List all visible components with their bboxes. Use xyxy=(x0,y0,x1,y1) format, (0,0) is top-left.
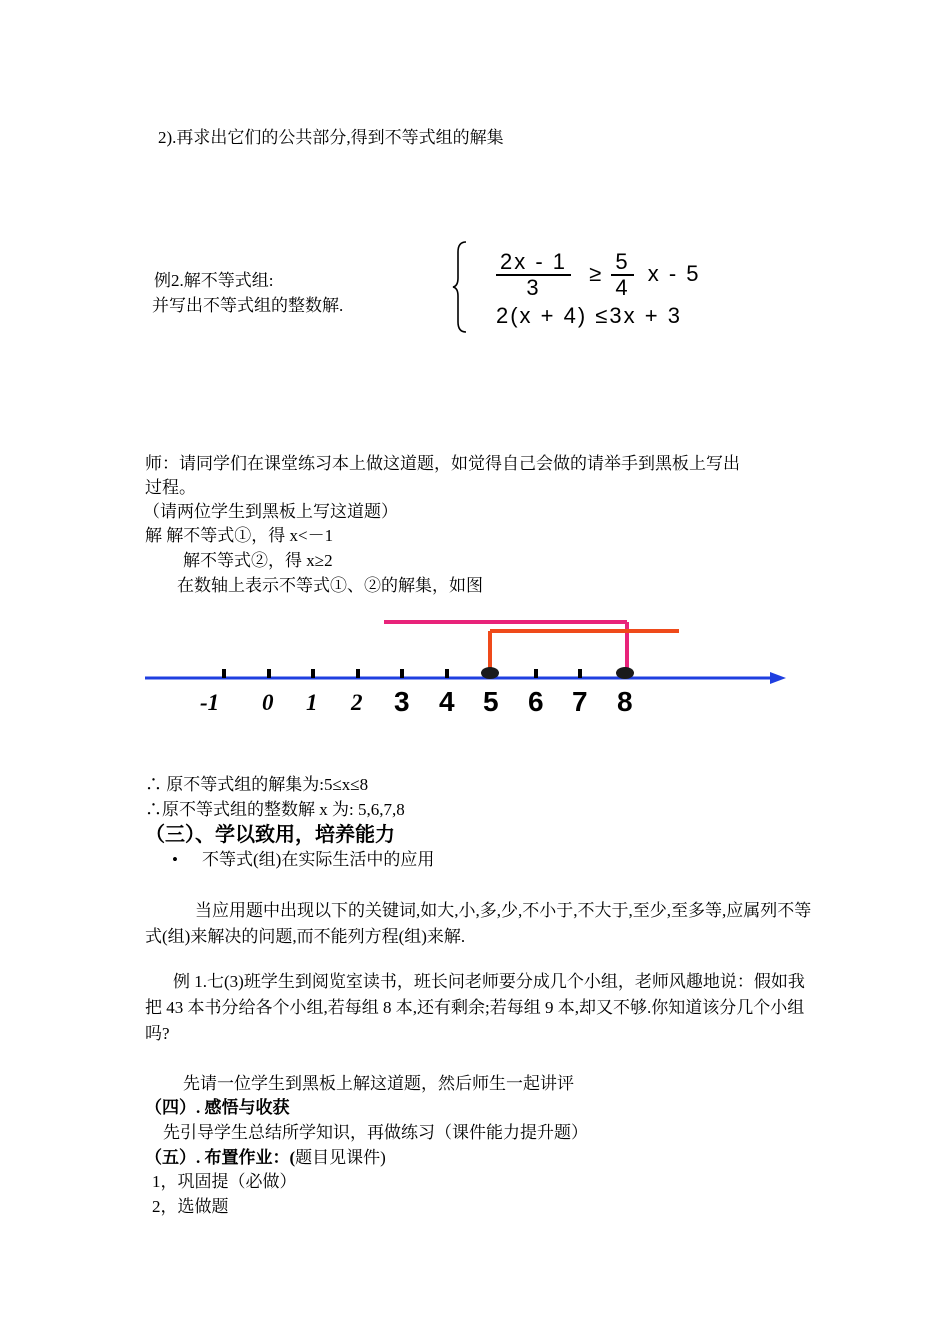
tick-label: 1 xyxy=(306,690,318,715)
section5-title-bold: （五）. 布置作业：( xyxy=(145,1148,296,1167)
section4-title: （四）. 感悟与收获 xyxy=(145,1098,290,1117)
left-brace-icon xyxy=(452,240,472,335)
section5-title-tail: 题目见课件) xyxy=(295,1148,386,1167)
section3-example-1: 例 1.七(3)班学生到阅览室读书，班长问老师要分成几个小组，老师风趣地说：假如我把 43 本书分给各个小组,若每组 8 本,还有剩余;若每组 9 本,却又不够.你知道该分几个小组吗? xyxy=(145,972,805,1043)
bullet-icon: • xyxy=(172,850,178,869)
tick-label: 4 xyxy=(439,686,455,717)
tick-label: 2 xyxy=(351,690,363,715)
fraction-rhs-denominator: 4 xyxy=(615,275,630,300)
tick-label: 6 xyxy=(528,686,544,717)
fraction-rhs-numerator: 5 xyxy=(611,250,633,276)
inequality-1-operator: ≥ xyxy=(589,260,604,286)
solution-line-1: 解 解不等式①，得 x<－1 xyxy=(145,526,334,545)
tick-label: 3 xyxy=(394,686,410,717)
tick-mark xyxy=(400,669,404,678)
tick-label: 7 xyxy=(572,686,588,717)
inequality-1-rhs: x - 5 xyxy=(647,260,701,286)
axis-arrow-icon xyxy=(770,672,786,684)
section3-paragraph-3: 先请一位学生到黑板上解这道题，然后师生一起讲评 xyxy=(183,1074,574,1093)
conclusion-solution-set: ∴ 原不等式组的解集为:5≤x≤8 xyxy=(145,775,369,794)
inequality-2: 2(x + 4) ≤3x + 3 xyxy=(496,303,682,328)
example2-subtitle: 并写出不等式组的整数解. xyxy=(152,296,344,315)
tick-label: 8 xyxy=(617,686,633,717)
inequality-1 xyxy=(496,250,701,300)
section3-paragraph-1: 当应用题中出现以下的关键词,如大,小,多,少,不小于,不大于,至少,至多等,应属列不等式(组)来解决的问题,而不能列方程(组)来解. xyxy=(145,901,812,946)
tick-label: 0 xyxy=(262,690,274,715)
solution-line-2: 解不等式②，得 x≥2 xyxy=(183,551,333,570)
teacher-line-3: （请两位学生到黑板上写这道题） xyxy=(143,502,398,521)
tick-mark xyxy=(267,669,271,678)
inequality-system xyxy=(452,240,812,335)
tick-mark xyxy=(222,669,226,678)
homework-item-1: 1，巩固提（必做） xyxy=(152,1172,297,1191)
section5-title xyxy=(145,1146,386,1170)
number-line-figure xyxy=(140,610,800,730)
tick-label: -1 xyxy=(200,690,220,715)
fraction-lhs xyxy=(496,250,571,300)
section3-title: （三）、学以致用，培养能力 xyxy=(145,824,395,846)
fraction-lhs-denominator: 3 xyxy=(526,275,541,300)
section3-bullet: 不等式(组)在实际生活中的应用 xyxy=(202,850,435,869)
example2-title: 例2.解不等式组: xyxy=(154,271,274,290)
tick-mark xyxy=(311,669,315,678)
tick-mark xyxy=(356,669,360,678)
endpoint-dot-5 xyxy=(481,667,499,679)
section4-text: 先引导学生总结所学知识，再做练习（课件能力提升题） xyxy=(163,1123,588,1142)
fraction-rhs xyxy=(611,250,633,300)
tick-mark xyxy=(445,669,449,678)
endpoint-dot-8 xyxy=(616,667,634,679)
homework-item-2: 2，选做题 xyxy=(152,1197,229,1216)
teacher-line-2: 过程。 xyxy=(145,478,196,497)
tick-label: 5 xyxy=(483,686,499,717)
step2-text: 2).再求出它们的公共部分,得到不等式组的解集 xyxy=(158,128,504,147)
fraction-lhs-numerator: 2x - 1 xyxy=(496,250,571,276)
teacher-line-1: 师：请同学们在课堂练习本上做这道题，如觉得自己会做的请举手到黑板上写出 xyxy=(145,454,740,473)
solution-line-3: 在数轴上表示不等式①、②的解集，如图 xyxy=(177,576,483,595)
tick-mark xyxy=(534,669,538,678)
conclusion-integer-solutions: ∴原不等式组的整数解 x 为: 5,6,7,8 xyxy=(145,800,405,819)
tick-mark xyxy=(578,669,582,678)
